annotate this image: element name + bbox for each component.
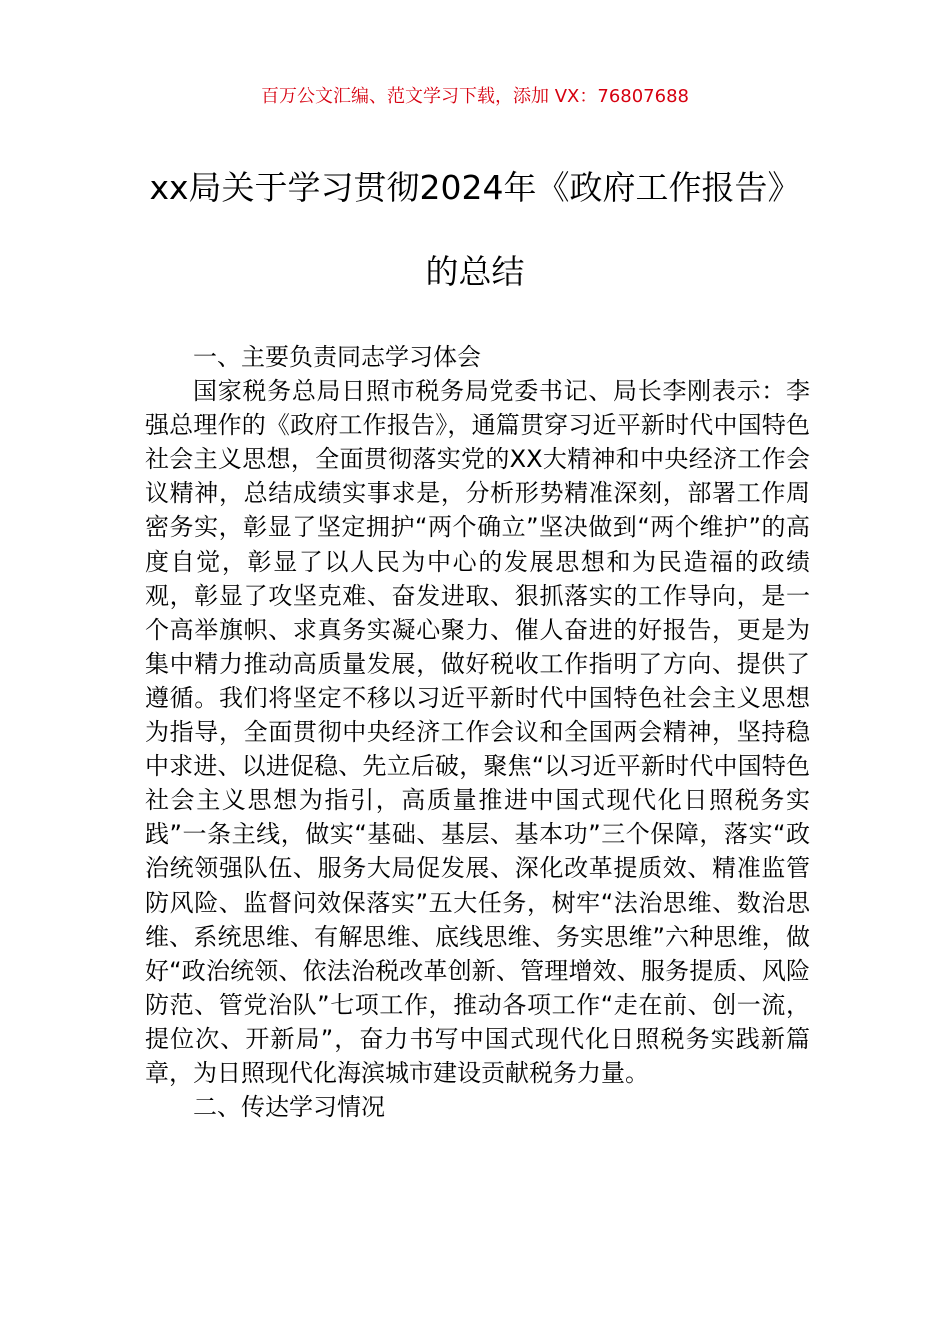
watermark-text: 百万公文汇编、范文学习下载，添加 VX：76807688: [261, 86, 689, 107]
document-title: xx局关于学习贯彻2024年《政府工作报告》的总结: [149, 168, 801, 291]
section-heading-2: 二、传达学习情况: [193, 1093, 385, 1122]
section-heading-1: 一、主要负责同志学习体会: [193, 343, 481, 371]
document-body: [145, 340, 810, 1124]
paragraph-1: 国家税务总局日照市税务局党委书记、局长李刚表示：李强总理作的《政府工作报告》，通篇贯穿习近平新时代中国特色社会主义思想，全面贯彻落实党的XX大精神和中央经济工作会议精神，总结成绩实事求是，分析形势精准深刻，部署工作周密务实，彰显了坚定拥护“两个确立”坚决做到“两个维护”的高度自觉，彰显了以人民为中心的发展思想和为民造福的政绩观，彰显了攻坚克难、奋发进取、狠抓落实的工作导向，是一个高举旗帜、求真务实凝心聚力、催人奋进的好报告，更是为集中精力推动高质量发展，做好税收工作指明了方向、提供了遵循。我们将坚定不移以习近平新时代中国特色社会主义思想为指导，全面贯彻中央经济工作会议和全国两会精神，坚持稳中求进、以进促稳、先立后破，聚焦“以习近平新时代中国特色社会主义思想为指引，高质量推进中国式现代化日照税务实践”一条主线，做实“基础、基层、基本功”三个保障，落实“政治统领强队伍、服务大局促发展、深化改革提质效、精准监管防风险、监督问效保落实”五大任务，树牢“法治思维、数治思维、系统思维、有解思维、底线思维、务实思维”六种思维，做好“政治统领、依法治税改革创新、管理增效、服务提质、风险防范、管党治队”七项工作，推动各项工作“走在前、创一流，提位次、开新局”，奋力书写中国式现代化日照税务实践新篇章，为日照现代化海滨城市建设贡献税务力量。: [145, 377, 810, 1087]
